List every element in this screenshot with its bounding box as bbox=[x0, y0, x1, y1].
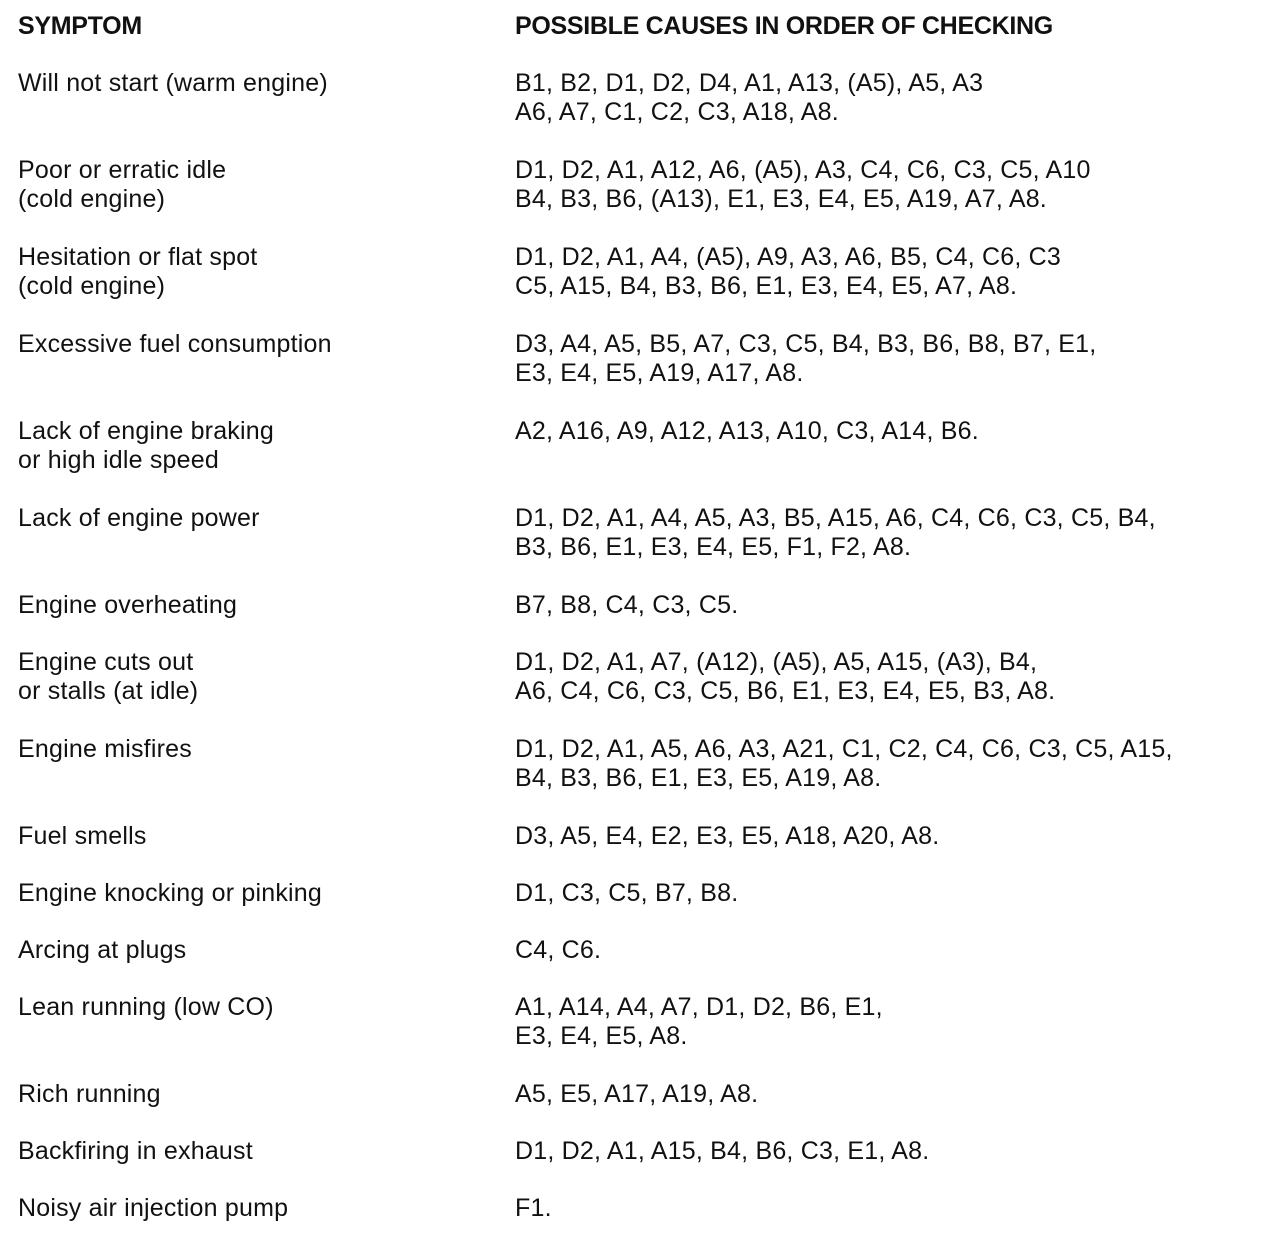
causes-cell bbox=[515, 243, 1061, 301]
symptom-text: Will not start (warm engine) bbox=[18, 69, 328, 97]
causes-column-header: POSSIBLE CAUSES IN ORDER OF CHECKING bbox=[515, 12, 1053, 40]
causes-text: B7, B8, C4, C3, C5. bbox=[515, 591, 739, 619]
symptom-text: Lack of engine braking bbox=[18, 417, 274, 445]
symptom-cell bbox=[18, 879, 322, 908]
causes-text: E3, E4, E5, A8. bbox=[515, 1022, 688, 1050]
causes-text: B4, B3, B6, E1, E3, E5, A19, A8. bbox=[515, 764, 882, 792]
causes-text: D1, D2, A1, A12, A6, (A5), A3, C4, C6, C3, C5, A10 bbox=[515, 156, 1091, 184]
causes-text: D1, D2, A1, A15, B4, B6, C3, E1, A8. bbox=[515, 1137, 930, 1165]
symptom-cell bbox=[18, 156, 226, 214]
causes-cell bbox=[515, 69, 983, 127]
symptom-cell bbox=[18, 504, 260, 533]
causes-text: D1, C3, C5, B7, B8. bbox=[515, 879, 739, 907]
causes-cell bbox=[515, 330, 1096, 388]
symptom-text: Engine cuts out bbox=[18, 648, 194, 676]
causes-text: D3, A5, E4, E2, E3, E5, A18, A20, A8. bbox=[515, 822, 940, 850]
causes-text: F1. bbox=[515, 1194, 552, 1222]
symptom-causes-table bbox=[18, 8, 1258, 1222]
causes-cell bbox=[515, 648, 1055, 706]
symptom-text: Rich running bbox=[18, 1080, 161, 1108]
causes-text: A2, A16, A9, A12, A13, A10, C3, A14, B6. bbox=[515, 417, 979, 445]
causes-text: A1, A14, A4, A7, D1, D2, B6, E1, bbox=[515, 993, 883, 1021]
symptom-cell bbox=[18, 330, 332, 359]
symptom-cell bbox=[18, 735, 192, 764]
causes-cell bbox=[515, 417, 979, 446]
symptom-text: or stalls (at idle) bbox=[18, 677, 199, 705]
symptom-text: Poor or erratic idle bbox=[18, 156, 227, 184]
symptom-text: Arcing at plugs bbox=[18, 936, 187, 964]
causes-text: B4, B3, B6, (A13), E1, E3, E4, E5, A19, A7, A8. bbox=[515, 185, 1047, 213]
symptom-text: Engine misfires bbox=[18, 735, 192, 763]
causes-text: D1, D2, A1, A5, A6, A3, A21, C1, C2, C4, C6, C3, C5, A15, bbox=[515, 735, 1173, 763]
causes-text: A6, A7, C1, C2, C3, A18, A8. bbox=[515, 98, 839, 126]
causes-cell bbox=[515, 879, 738, 908]
symptom-text: Lack of engine power bbox=[18, 504, 260, 532]
symptom-cell bbox=[18, 822, 147, 851]
symptom-text: Hesitation or flat spot bbox=[18, 243, 258, 271]
symptom-text: Backfiring in exhaust bbox=[18, 1137, 253, 1165]
causes-text: C5, A15, B4, B3, B6, E1, E3, E4, E5, A7, A8. bbox=[515, 272, 1018, 300]
symptom-cell bbox=[18, 69, 328, 98]
causes-text: D3, A4, A5, B5, A7, C3, C5, B4, B3, B6, B8, B7, E1, bbox=[515, 330, 1097, 358]
symptom-text: Lean running (low CO) bbox=[18, 993, 274, 1021]
symptom-column-header: SYMPTOM bbox=[18, 12, 142, 40]
symptom-text: Excessive fuel consumption bbox=[18, 330, 332, 358]
causes-cell bbox=[515, 504, 1156, 562]
causes-cell bbox=[515, 591, 738, 620]
symptom-text: Engine knocking or pinking bbox=[18, 879, 323, 907]
symptom-cell bbox=[18, 993, 274, 1022]
causes-text: A6, C4, C6, C3, C5, B6, E1, E3, E4, E5, B3, A8. bbox=[515, 677, 1056, 705]
causes-cell bbox=[515, 936, 601, 965]
symptom-cell bbox=[18, 591, 237, 620]
causes-text: B1, B2, D1, D2, D4, A1, A13, (A5), A5, A3 bbox=[515, 69, 984, 97]
causes-cell bbox=[515, 735, 1173, 793]
symptom-cell bbox=[18, 648, 198, 706]
symptom-cell bbox=[18, 1137, 253, 1166]
causes-cell bbox=[515, 1137, 929, 1166]
table-header bbox=[18, 8, 1258, 48]
causes-cell bbox=[515, 993, 883, 1051]
symptom-text: (cold engine) bbox=[18, 185, 166, 213]
causes-text: E3, E4, E5, A19, A17, A8. bbox=[515, 359, 804, 387]
symptom-text: Fuel smells bbox=[18, 822, 147, 850]
causes-text: D1, D2, A1, A7, (A12), (A5), A5, A15, (A3), B4, bbox=[515, 648, 1038, 676]
causes-cell bbox=[515, 156, 1091, 214]
symptom-text: (cold engine) bbox=[18, 272, 166, 300]
symptom-cell bbox=[18, 936, 186, 965]
causes-cell bbox=[515, 1080, 758, 1109]
causes-text: D1, D2, A1, A4, (A5), A9, A3, A6, B5, C4, C6, C3 bbox=[515, 243, 1062, 271]
symptom-text: Noisy air injection pump bbox=[18, 1194, 289, 1222]
symptom-cell bbox=[18, 417, 274, 475]
causes-text: A5, E5, A17, A19, A8. bbox=[515, 1080, 759, 1108]
causes-text: D1, D2, A1, A4, A5, A3, B5, A15, A6, C4, C6, C3, C5, B4, bbox=[515, 504, 1156, 532]
symptom-text: or high idle speed bbox=[18, 446, 219, 474]
symptom-text: Engine overheating bbox=[18, 591, 238, 619]
symptom-cell bbox=[18, 243, 257, 301]
causes-cell bbox=[515, 822, 939, 851]
symptom-cell bbox=[18, 1194, 288, 1223]
causes-cell bbox=[515, 1194, 552, 1223]
symptom-cell bbox=[18, 1080, 161, 1109]
causes-text: B3, B6, E1, E3, E4, E5, F1, F2, A8. bbox=[515, 533, 912, 561]
causes-text: C4, C6. bbox=[515, 936, 602, 964]
